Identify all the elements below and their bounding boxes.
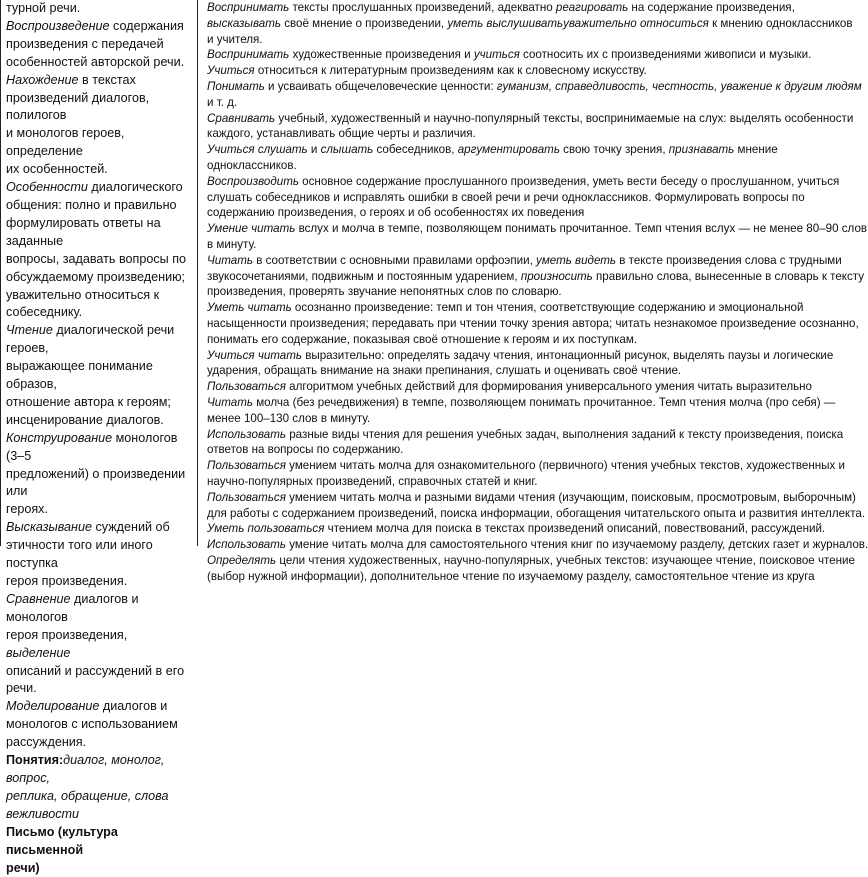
activity-line: Уметь пользоваться чтением молча для поиска в текстах произведений описаний, повествований, рассуждений.	[207, 521, 817, 537]
concepts-line: Понятия:диалог, монолог, вопрос,	[6, 752, 192, 788]
activity-line: научно-популярных произведений, справочных статей и книг.	[207, 474, 817, 490]
table-border-left	[0, 0, 1, 546]
activity-line: Уметь читать осознанно произведение: темп и тон чтения, соответствующие содержанию и эмоциональной	[207, 300, 817, 316]
topic-line: Чтение диалогической речи героев,	[6, 322, 192, 358]
activity-line: слушать собеседников и исправлять ошибки в своей речи и речи одноклассников. Формулировать вопросы по	[207, 190, 817, 206]
activity-line: Пользоваться умением читать молча для ознакомительного (первичного) чтения учебных текстов, художественных и	[207, 458, 817, 474]
topic-line: собеседнику.	[6, 304, 192, 322]
topic-line: Моделирование диалогов и	[6, 698, 192, 716]
topic-line: Нахождение в текстах	[6, 72, 192, 90]
topic-line: Сравнение диалогов и монологов	[6, 591, 192, 627]
activity-line: Пользоваться умением читать молча и разными видами чтения (изучающим, поисковым, просмотровым, выборочным)	[207, 490, 817, 506]
topic-line: Конструирование монологов (3–5	[6, 430, 192, 466]
activity-line: ударения, обращать внимание на знаки препинания, слушать и оценивать своё чтение.	[207, 363, 817, 379]
concepts-line: реплика, обращение, слова	[6, 788, 192, 806]
activity-line: менее 100–130 слов в минуту.	[207, 411, 817, 427]
topic-line: отношение автора к героям;	[6, 394, 192, 412]
topic-line: героя произведения.	[6, 573, 192, 591]
section-heading: речи)	[6, 860, 192, 877]
topic-line: обсуждаемому произведению;	[6, 269, 192, 287]
activity-line: Читать в соответствии с основными правилами орфоэпии, уметь видеть в тексте произведения слова с трудными	[207, 253, 817, 269]
topic-line: Воспроизведение содержания	[6, 18, 192, 36]
activity-line: Пользоваться алгоритмом учебных действий для формирования универсального умения читать выразительно	[207, 379, 817, 395]
topic-line: общения: полно и правильно	[6, 197, 192, 215]
activity-line: Сравнивать учебный, художественный и научно-популярный тексты, воспринимаемые на слух: выделять особенности	[207, 111, 817, 127]
activity-line: каждого, устанавливать общие черты и различия.	[207, 126, 817, 142]
activity-line: высказывать своё мнение о произведении, уметь выслушиватьуважительно относиться к мнению одноклассников	[207, 16, 817, 32]
activity-line: насыщенности произведения; передавать при чтении точку зрения автора; читать незнакомое произведение осознанно,	[207, 316, 817, 332]
topic-line: формулировать ответы на заданные	[6, 215, 192, 251]
activity-line: Умение читать вслух и молча в темпе, позволяющем понимать прочитанное. Темп чтения вслух — не менее 80–90 слов	[207, 221, 817, 237]
topic-line: произведений диалогов, полилогов	[6, 90, 192, 126]
activity-line: и т. д.	[207, 95, 817, 111]
activity-line: Использовать разные виды чтения для решения учебных задач, выполнения заданий к тексту произведения, поиска	[207, 427, 817, 443]
activity-line: звукосочетаниями, подвижным и постоянным ударением, произносить правильно слова, вынесенные в словарь к тексту	[207, 269, 817, 285]
concepts-line: вежливости	[6, 806, 192, 824]
activity-line: Читать молча (без речедвижения) в темпе, позволяющем понимать прочитанное. Темп чтения молча (про себя) —	[207, 395, 817, 411]
activity-line: в минуту.	[207, 237, 817, 253]
right-column-activities	[207, 0, 817, 584]
activity-line: Воспринимать художественные произведения и учиться соотносить их с произведениями живописи и музыки.	[207, 47, 817, 63]
topic-line: инсценирование диалогов.	[6, 412, 192, 430]
topic-line: особенностей авторской речи.	[6, 54, 192, 72]
activity-line: содержанию произведения, о героях и об особенностях их поведения	[207, 205, 817, 221]
activity-line: Воспринимать тексты прослушанных произведений, адекватно реагировать на содержание произведения,	[207, 0, 817, 16]
activity-line: ответов на вопросы по содержанию.	[207, 442, 817, 458]
topic-line: и монологов героев, определение	[6, 125, 192, 161]
topic-line: турной речи.	[6, 0, 192, 18]
activity-line: Определять цели чтения художественных, научно-популярных, учебных текстов: изучающее чтение, поисковое чтение	[207, 553, 817, 569]
activity-line: (выбор нужной информации), дополнительное чтение по изучаемому разделу, самостоятельное чтение из круга	[207, 569, 817, 585]
activity-line: и учителя.	[207, 32, 817, 48]
topic-line: описаний и рассуждений в его речи.	[6, 663, 192, 699]
topic-line: рассуждения.	[6, 734, 192, 752]
activity-line: понимать его содержание, показывая своё отношение к героям и их поступкам.	[207, 332, 817, 348]
topic-line: монологов с использованием	[6, 716, 192, 734]
activity-line: произведения, проверять звучание непонятных слов по словарю.	[207, 284, 817, 300]
topic-line: Высказывание суждений об	[6, 519, 192, 537]
topic-line: Особенности диалогического	[6, 179, 192, 197]
column-divider	[197, 0, 198, 546]
activity-line: одноклассников.	[207, 158, 817, 174]
section-heading: Письмо (культура письменной	[6, 824, 192, 860]
topic-line: героях.	[6, 501, 192, 519]
activity-line: Использовать умение читать молча для самостоятельного чтения книг по изучаемому разделу, детских газет и журналов.	[207, 537, 817, 553]
topic-line: предложений) о произведении или	[6, 466, 192, 502]
topic-line: уважительно относиться к	[6, 287, 192, 305]
activity-line: Учиться относиться к литературным произведениям как к словесному искусству.	[207, 63, 817, 79]
activity-line: Понимать и усваивать общечеловеческие ценности: гуманизм, справедливость, честность, уважение к другим людям	[207, 79, 817, 95]
activity-line: для работы с содержанием произведений, поиска информации, обогащения читательского опыта и развития интеллекта.	[207, 506, 817, 522]
topic-line: их особенностей.	[6, 161, 192, 179]
topic-line: произведения с передачей	[6, 36, 192, 54]
topic-line: выражающее понимание образов,	[6, 358, 192, 394]
topic-line: вопросы, задавать вопросы по	[6, 251, 192, 269]
topic-line: этичности того или иного поступка	[6, 537, 192, 573]
activity-line: Учиться читать выразительно: определять задачу чтения, интонационный рисунок, выделять паузы и логические	[207, 348, 817, 364]
activity-line: Учиться слушать и слышать собеседников, аргументировать свою точку зрения, признавать мнение	[207, 142, 817, 158]
activity-line: Воспроизводить основное содержание прослушанного произведения, уметь вести беседу о прослушанном, учиться	[207, 174, 817, 190]
left-column-topics	[6, 0, 192, 877]
topic-line: героя произведения, выделение	[6, 627, 192, 663]
